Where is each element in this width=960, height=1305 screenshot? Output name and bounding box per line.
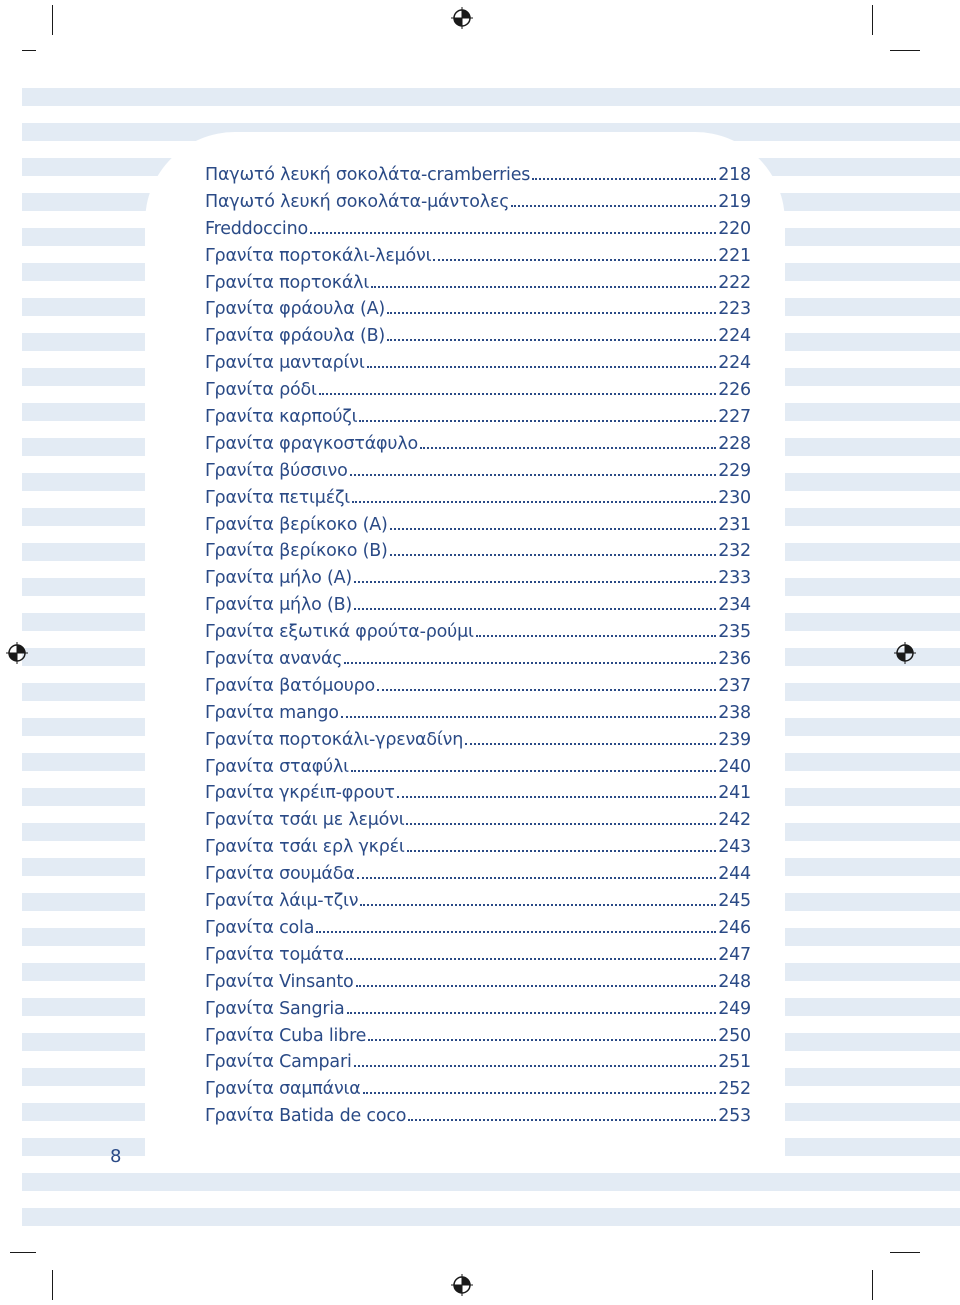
registration-target-icon <box>451 7 473 29</box>
toc-entry-title: Γρανίτα ρόδι <box>205 380 317 401</box>
toc-entry <box>205 246 751 273</box>
toc-entry <box>205 783 751 810</box>
toc-entry-page: 250 <box>718 1025 751 1046</box>
toc-entry-title: Γρανίτα καρπούζι <box>205 407 358 428</box>
toc-entry-title: Γρανίτα Campari <box>205 1052 352 1073</box>
dot-leader <box>310 232 716 234</box>
toc-entry-page: 234 <box>718 595 751 616</box>
toc-entry-title: Γρανίτα σταφύλι <box>205 756 349 777</box>
toc-entry <box>205 1106 751 1133</box>
toc-entry <box>205 595 751 622</box>
crop-mark-bottom-right-vertical <box>872 1270 873 1300</box>
dot-leader <box>420 447 716 449</box>
toc-entry-title: Γρανίτα μήλο (Β) <box>205 595 353 616</box>
toc-entry-page: 224 <box>718 353 751 374</box>
toc-entry <box>205 972 751 999</box>
toc-entry-page: 247 <box>718 944 751 965</box>
toc-entry-title: Γρανίτα γκρέιπ-φρουτ <box>205 783 395 804</box>
dot-leader <box>408 1119 716 1121</box>
toc-entry-page: 237 <box>718 675 751 696</box>
toc-entry-page: 246 <box>718 917 751 938</box>
toc-entry-title: Γρανίτα mango <box>205 702 339 723</box>
toc-entry-page: 220 <box>718 218 751 239</box>
toc-entry-page: 219 <box>718 191 751 212</box>
toc-entry <box>205 461 751 488</box>
crop-mark-top-left-horizontal <box>22 50 36 51</box>
toc-entry-page: 243 <box>718 837 751 858</box>
dot-leader <box>433 259 716 261</box>
table-of-contents <box>205 165 751 1133</box>
toc-entry-page: 221 <box>718 245 751 266</box>
toc-entry <box>205 380 751 407</box>
toc-entry-title: Γρανίτα βύσσινο <box>205 460 348 481</box>
toc-entry-page: 227 <box>718 407 751 428</box>
toc-entry-page: 229 <box>718 460 751 481</box>
toc-entry-page: 248 <box>718 971 751 992</box>
toc-entry <box>205 541 751 568</box>
toc-entry <box>205 299 751 326</box>
page-number: 8 <box>110 1146 122 1167</box>
toc-entry-page: 233 <box>718 568 751 589</box>
registration-target-icon <box>6 642 28 664</box>
toc-entry-title: Γρανίτα cola <box>205 917 315 938</box>
toc-entry-page: 228 <box>718 433 751 454</box>
toc-entry <box>205 515 751 542</box>
toc-entry-title: Γρανίτα σαμπάνια <box>205 1079 361 1100</box>
toc-entry <box>205 568 751 595</box>
dot-leader <box>354 1065 717 1067</box>
dot-leader <box>319 393 716 395</box>
dot-leader <box>390 554 717 556</box>
toc-entry <box>205 945 751 972</box>
toc-entry <box>205 434 751 461</box>
dot-leader <box>341 716 716 718</box>
toc-entry-page: 230 <box>718 487 751 508</box>
toc-entry-title: Γρανίτα βερίκοκο (Β) <box>205 541 388 562</box>
dot-leader <box>359 420 716 422</box>
dot-leader <box>406 823 716 825</box>
toc-entry-page: 242 <box>718 810 751 831</box>
dot-leader <box>511 205 716 207</box>
dot-leader <box>350 474 717 476</box>
toc-entry-page: 218 <box>718 165 751 185</box>
toc-entry-title: Γρανίτα πορτοκάλι-λεμόνι <box>205 245 432 266</box>
toc-entry <box>205 219 751 246</box>
dot-leader <box>377 689 716 691</box>
toc-entry <box>205 891 751 918</box>
toc-entry-title: Παγωτό λευκή σοκολάτα-cramberries <box>205 165 531 185</box>
toc-entry-page: 239 <box>718 729 751 750</box>
toc-entry-page: 222 <box>718 272 751 293</box>
dot-leader <box>367 366 717 368</box>
toc-entry <box>205 810 751 837</box>
toc-entry <box>205 649 751 676</box>
toc-entry-title: Γρανίτα Cuba libre <box>205 1025 367 1046</box>
toc-entry <box>205 326 751 353</box>
toc-entry-title: Γρανίτα μανταρίνι <box>205 353 365 374</box>
toc-entry <box>205 353 751 380</box>
toc-entry <box>205 1079 751 1106</box>
crop-mark-top-right-vertical <box>872 5 873 35</box>
toc-entry-page: 223 <box>718 299 751 320</box>
toc-entry <box>205 918 751 945</box>
toc-entry <box>205 757 751 784</box>
dot-leader <box>532 178 716 180</box>
toc-entry-title: Γρανίτα Batida de coco <box>205 1106 407 1127</box>
crop-mark-top-left-vertical <box>52 5 53 35</box>
toc-entry-title: Γρανίτα βερίκοκο (Α) <box>205 514 388 535</box>
toc-entry-title: Γρανίτα σουμάδα <box>205 864 355 885</box>
dot-leader <box>351 770 716 772</box>
dot-leader <box>387 339 716 341</box>
toc-entry-page: 235 <box>718 622 751 643</box>
toc-entry <box>205 488 751 515</box>
crop-mark-bottom-left-vertical <box>52 1270 53 1300</box>
toc-entry <box>205 837 751 864</box>
dot-leader <box>387 312 716 314</box>
toc-entry-title: Γρανίτα ανανάς <box>205 649 343 670</box>
toc-entry <box>205 703 751 730</box>
toc-entry <box>205 1052 751 1079</box>
toc-entry-title: Γρανίτα φράουλα (Β) <box>205 326 386 347</box>
dot-leader <box>354 581 716 583</box>
toc-entry <box>205 730 751 757</box>
dot-leader <box>346 958 716 960</box>
toc-entry-title: Freddoccino <box>205 218 308 239</box>
dot-leader <box>360 904 716 906</box>
toc-entry-page: 252 <box>718 1079 751 1100</box>
toc-entry-page: 240 <box>718 756 751 777</box>
dot-leader <box>344 662 716 664</box>
toc-entry-title: Γρανίτα Sangria <box>205 998 345 1019</box>
registration-target-icon <box>894 642 916 664</box>
dot-leader <box>465 743 716 745</box>
dot-leader <box>407 850 717 852</box>
toc-entry <box>205 676 751 703</box>
toc-entry-title: Γρανίτα βατόμουρο <box>205 675 376 696</box>
toc-entry-title: Γρανίτα φράουλα (Α) <box>205 299 386 320</box>
toc-entry-page: 232 <box>718 541 751 562</box>
dot-leader <box>371 286 716 288</box>
dot-leader <box>357 877 717 879</box>
toc-entry-title: Γρανίτα τομάτα <box>205 944 344 965</box>
crop-mark-top-right-horizontal <box>890 50 920 51</box>
toc-entry-page: 253 <box>718 1106 751 1127</box>
toc-entry-page: 224 <box>718 326 751 347</box>
toc-entry-title: Γρανίτα φραγκοστάφυλο <box>205 433 418 454</box>
dot-leader <box>476 635 716 637</box>
toc-entry-title: Γρανίτα πορτοκάλι <box>205 272 370 293</box>
toc-entry <box>205 1026 751 1053</box>
dot-leader <box>390 528 717 530</box>
toc-entry <box>205 864 751 891</box>
toc-entry-title: Γρανίτα Vinsanto <box>205 971 354 992</box>
toc-entry-page: 241 <box>718 783 751 804</box>
registration-target-icon <box>451 1274 473 1296</box>
toc-entry-title: Γρανίτα μήλο (Α) <box>205 568 353 589</box>
toc-entry-title: Γρανίτα τσάι ερλ γκρέι <box>205 837 405 858</box>
toc-entry-page: 238 <box>718 702 751 723</box>
toc-entry-page: 236 <box>718 649 751 670</box>
toc-entry-page: 244 <box>718 864 751 885</box>
toc-entry <box>205 192 751 219</box>
toc-entry-page: 231 <box>718 514 751 535</box>
toc-entry <box>205 165 751 192</box>
toc-entry <box>205 999 751 1026</box>
dot-leader <box>363 1092 717 1094</box>
toc-entry-page: 249 <box>718 998 751 1019</box>
dot-leader <box>397 796 716 798</box>
crop-mark-bottom-left-horizontal <box>10 1252 36 1253</box>
crop-mark-bottom-right-horizontal <box>890 1252 920 1253</box>
toc-entry-title: Γρανίτα τσάι με λεμόνι <box>205 810 405 831</box>
toc-entry-page: 251 <box>718 1052 751 1073</box>
dot-leader <box>347 1012 717 1014</box>
dot-leader <box>352 501 716 503</box>
toc-entry-title: Γρανίτα λάιμ-τζιν <box>205 891 359 912</box>
toc-entry-title: Παγωτό λευκή σοκολάτα-μάντολες <box>205 191 510 212</box>
toc-entry <box>205 407 751 434</box>
toc-entry <box>205 622 751 649</box>
dot-leader <box>354 608 716 610</box>
dot-leader <box>368 1039 716 1041</box>
toc-entry-title: Γρανίτα πετιμέζι <box>205 487 351 508</box>
toc-entry-title: Γρανίτα πορτοκάλι-γρεναδίνη <box>205 729 464 750</box>
toc-entry-page: 245 <box>718 891 751 912</box>
toc-entry-title: Γρανίτα εξωτικά φρούτα-ρούμι <box>205 622 474 643</box>
toc-entry <box>205 273 751 300</box>
dot-leader <box>356 985 717 987</box>
dot-leader <box>316 931 716 933</box>
toc-entry-page: 226 <box>718 380 751 401</box>
